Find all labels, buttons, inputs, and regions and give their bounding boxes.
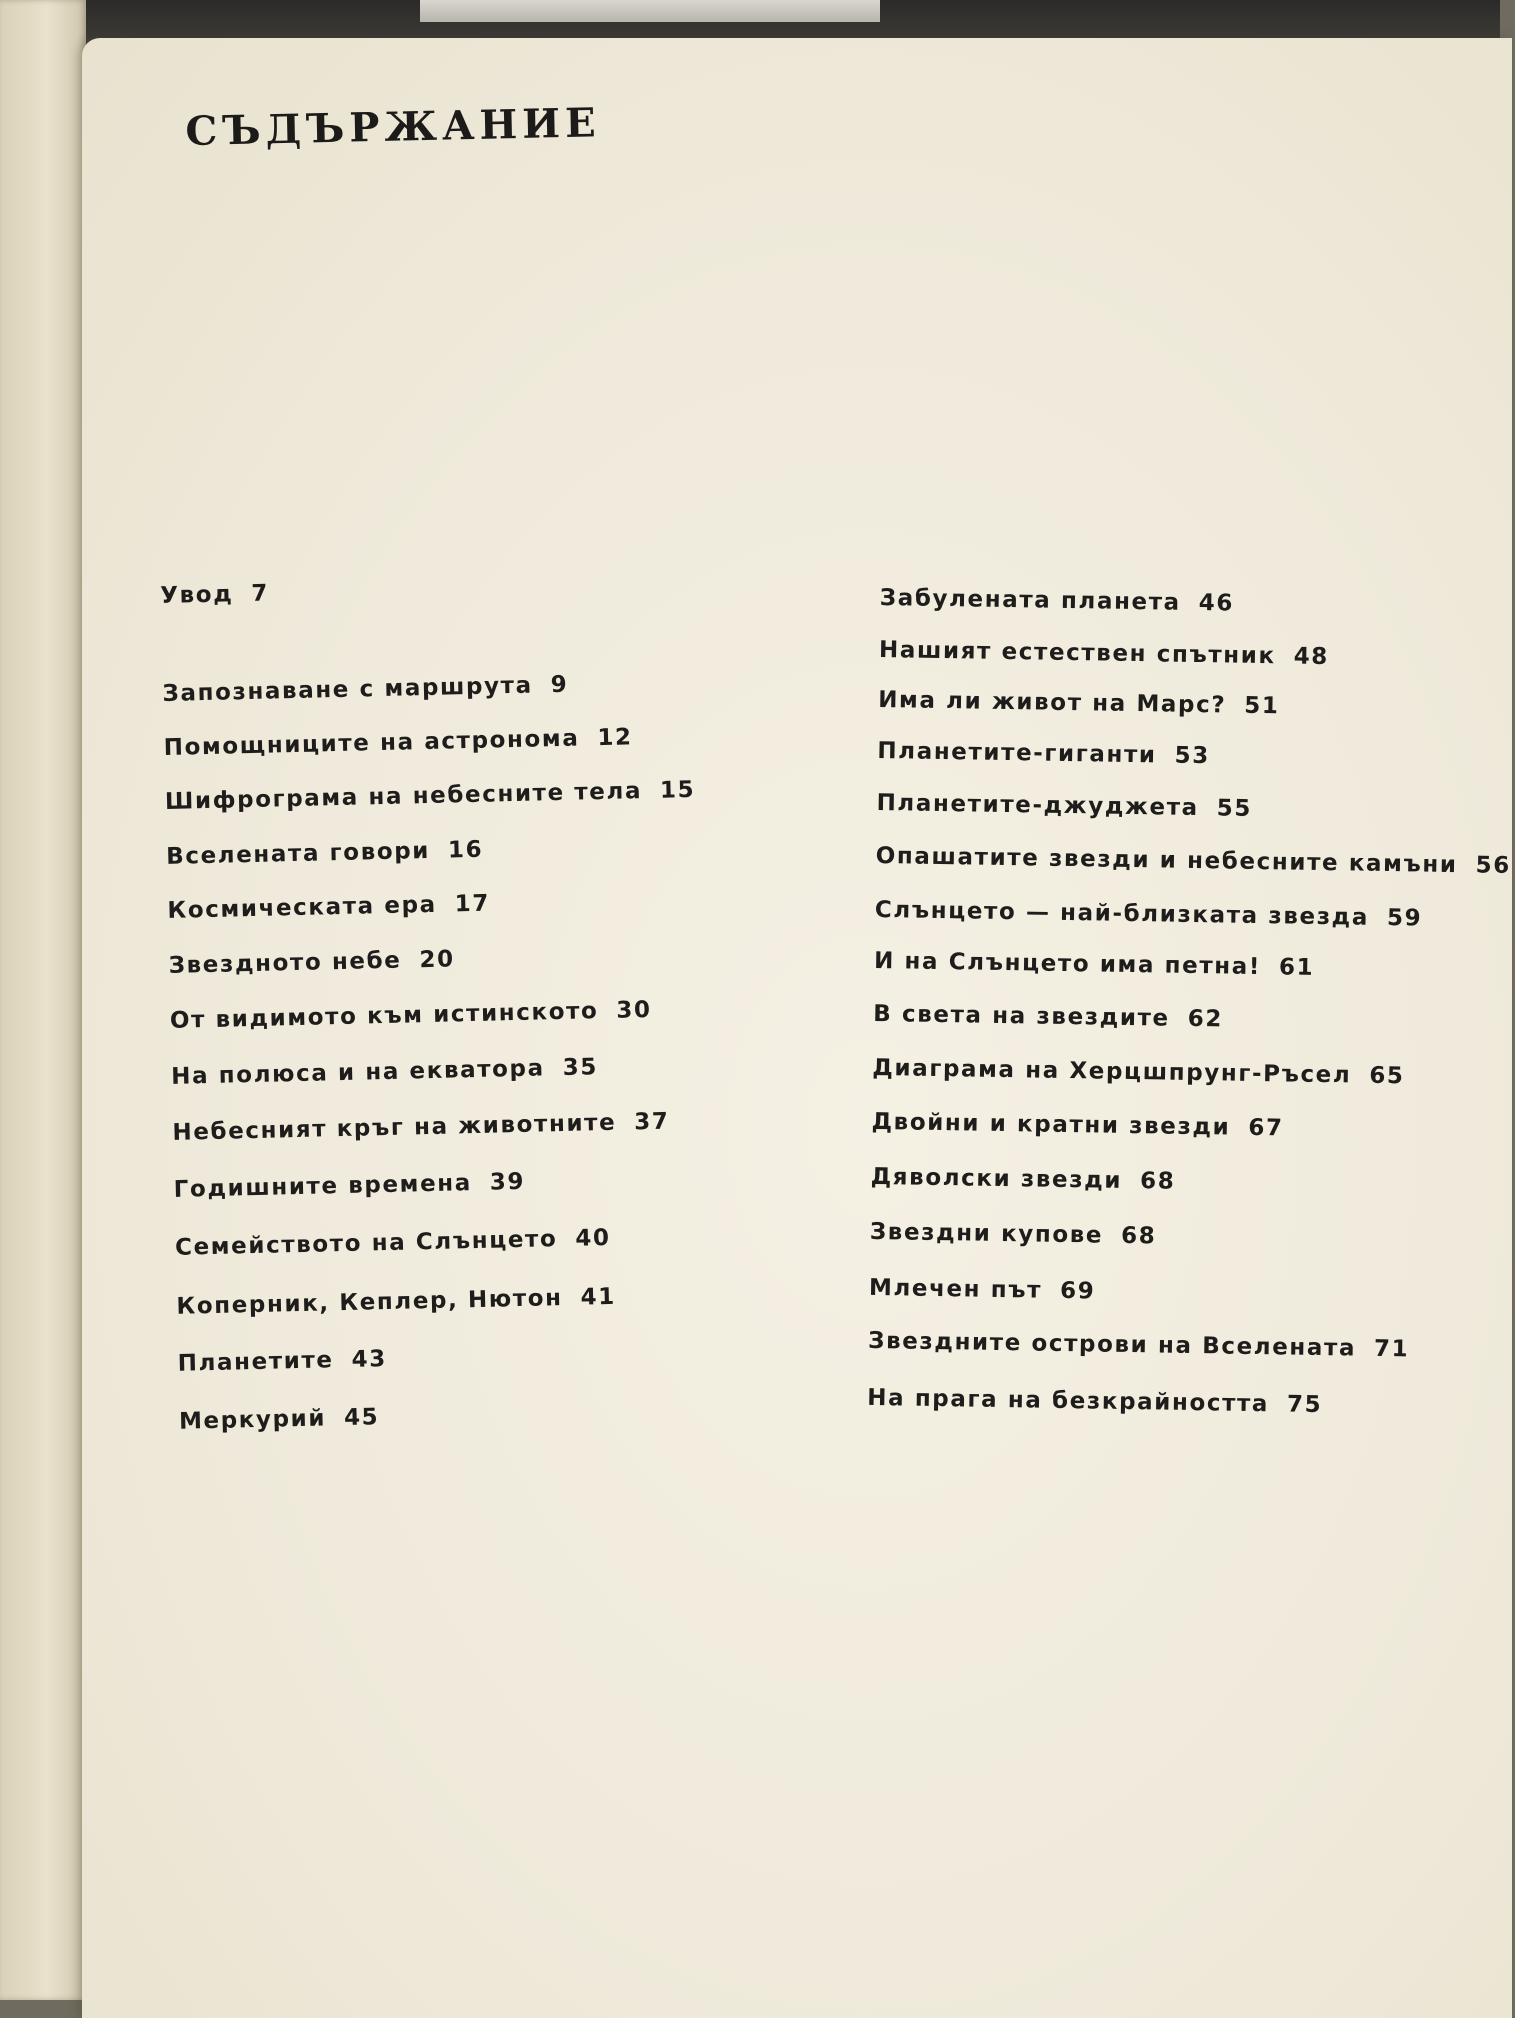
- toc-entry-title: Звездните острови на Вселената: [867, 1327, 1357, 1362]
- toc-entry-title: Планетите-джуджета: [876, 789, 1199, 822]
- toc-entry-page: 48: [1293, 643, 1330, 671]
- toc-entry-title: Запознаване с маршрута: [162, 672, 533, 707]
- toc-entry-title: На полюса и на екватора: [170, 1055, 546, 1090]
- toc-entry-page: 41: [580, 1283, 617, 1311]
- toc-entry-page: 71: [1373, 1335, 1410, 1363]
- toc-entry-page: 39: [489, 1168, 526, 1196]
- toc-entry-page: 69: [1059, 1277, 1096, 1305]
- toc-entry-page: 16: [447, 836, 484, 864]
- toc-entry-page: 61: [1278, 954, 1315, 981]
- toc-entry: [877, 738, 1210, 769]
- toc-entry-page: 67: [1248, 1114, 1284, 1142]
- toc-entry-title: Слънцето — най-близката звезда: [874, 896, 1370, 931]
- toc-entry: [880, 585, 1235, 617]
- contents-heading: СЪДЪРЖАНИЕ: [185, 99, 602, 155]
- toc-entry-page: 12: [597, 724, 633, 752]
- toc-entry-title: Млечен път: [868, 1274, 1043, 1304]
- toc-entry-page: 37: [633, 1108, 670, 1136]
- toc-entry-title: Годишните времена: [173, 1170, 473, 1203]
- toc-entry-page: 51: [1244, 692, 1280, 720]
- toc-entry-title: От видимото към истинското: [169, 998, 599, 1034]
- toc-entry-page: 20: [419, 946, 455, 974]
- toc-entry-title: Има ли живот на Марс?: [877, 686, 1227, 719]
- toc-entry: [160, 581, 269, 609]
- toc-entry-title: Коперник, Кеплер, Нютон: [176, 1285, 563, 1320]
- toc-entry-title: Забулената планета: [879, 585, 1181, 616]
- toc-entry: [870, 1164, 1175, 1195]
- toc-entry: [870, 1219, 1157, 1249]
- toc-entry-title: И на Слънцето има петна!: [873, 947, 1262, 981]
- toc-entry-page: 75: [1286, 1391, 1323, 1419]
- toc-entry: [179, 1404, 380, 1435]
- toc-entry-page: 9: [550, 671, 569, 699]
- toc-entry-title: Звездното небе: [168, 947, 402, 979]
- toc-entry: [873, 1001, 1223, 1032]
- toc-entry-title: Помощниците на астронома: [163, 725, 580, 761]
- toc-entry-title: Звездни купове: [869, 1218, 1104, 1249]
- toc-entry-title: Шифрограма на небесните тела: [164, 778, 643, 815]
- toc-entry-page: 59: [1386, 905, 1423, 932]
- toc-entry-page: 68: [1139, 1168, 1176, 1195]
- toc-entry-title: Меркурий: [178, 1405, 327, 1435]
- toc-entry-page: 35: [562, 1054, 599, 1081]
- toc-entry-page: 53: [1174, 742, 1211, 770]
- toc-entry-title: Диаграма на Херцшпрунг-Ръсел: [872, 1054, 1352, 1089]
- toc-entry-title: Увод: [160, 581, 234, 609]
- toc-entry-title: В света на звездите: [873, 1000, 1170, 1032]
- toc-entry-page: 17: [454, 890, 491, 918]
- toc-entry-title: Космическата ера: [167, 891, 438, 924]
- toc-entry-title: Вселената говори: [165, 837, 431, 870]
- toc-entry-page: 65: [1369, 1062, 1405, 1090]
- toc-entry-title: Дяволски звезди: [870, 1163, 1123, 1194]
- toc-entry-title: Планетите-гиганти: [877, 737, 1157, 769]
- toc-entry-title: Планетите: [177, 1347, 334, 1377]
- left-page-edge: [0, 0, 86, 2000]
- toc-entry-page: 68: [1120, 1222, 1157, 1250]
- toc-entry-page: 40: [575, 1224, 611, 1252]
- toc-entry-title: Семейството на Слънцето: [174, 1226, 558, 1261]
- toc-entry-title: Небесният кръг на животните: [172, 1109, 617, 1146]
- background-highlight: [420, 0, 880, 22]
- toc-entry-page: 30: [616, 996, 652, 1024]
- toc-entry: [869, 1275, 1096, 1305]
- toc-entry-title: Опашатите звезди и небесните камъни: [875, 842, 1458, 879]
- toc-entry-page: 45: [343, 1404, 380, 1432]
- toc-entry-page: 56: [1475, 852, 1512, 879]
- toc-entry-page: 7: [251, 580, 270, 607]
- toc-entry-title: Двойни и кратни звезди: [871, 1108, 1231, 1141]
- toc-entry-page: 43: [351, 1346, 388, 1373]
- toc-entry-title: На прага на безкрайността: [867, 1384, 1270, 1418]
- toc-entry-title: Нашият естествен спътник: [878, 636, 1276, 670]
- toc-entry-page: 62: [1187, 1005, 1224, 1033]
- toc-entry-page: 46: [1198, 590, 1235, 617]
- toc-entry-page: 55: [1216, 795, 1253, 822]
- toc-entry-page: 15: [659, 776, 696, 804]
- toc-entry: [177, 1346, 387, 1377]
